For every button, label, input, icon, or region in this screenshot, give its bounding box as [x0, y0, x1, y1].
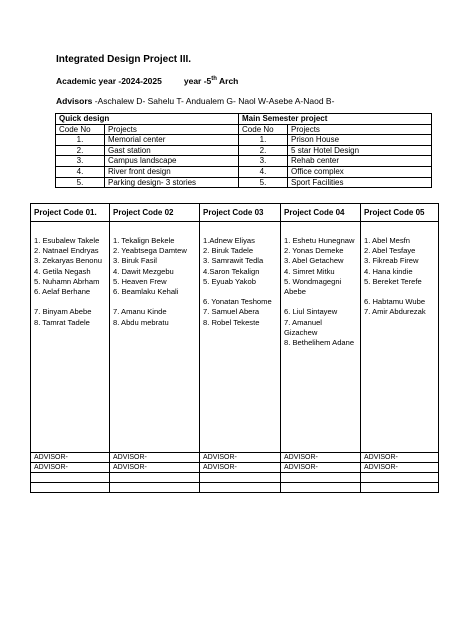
member-name: 3. Biruk Fasil	[113, 256, 157, 266]
advisor-group-01: ADVISOR-	[31, 453, 110, 463]
member-name: 7. Amir Abdurezak	[364, 307, 426, 317]
table-row: 5. Parking design- 3 stories 5. Sport Facilities	[56, 177, 432, 188]
member-name: 3. Fikreab Firew	[364, 256, 419, 266]
members-group-03	[200, 222, 281, 453]
member-name: 5. Heaven Frew	[113, 276, 167, 286]
members-group-04	[281, 222, 361, 453]
project-code-02: Project Code 02	[110, 204, 200, 222]
academic-year: Academic year -2024-2025	[56, 76, 162, 86]
table-row: 1. Memorial center 1. Prison House	[56, 135, 432, 146]
project-list-table	[55, 113, 432, 188]
document-title: Integrated Design Project III.	[56, 54, 192, 65]
table-row: 3. Campus landscape 3. Rehab center	[56, 156, 432, 167]
member-name: 8. Abdu mebratu	[113, 317, 169, 327]
member-name: 8. Tamrat Tadele	[34, 317, 90, 327]
member-name: 6. Beamlaku Kehali	[113, 286, 179, 296]
member-name: 5. Wondmagegni	[284, 276, 342, 286]
member-name: 1.Adnew Eliyas	[203, 236, 255, 245]
member-name: 2. Abel Tesfaye	[364, 246, 416, 256]
list-spacer	[113, 297, 199, 307]
member-name: 1. Esubalew Takele	[34, 236, 100, 245]
members-group-01	[31, 222, 110, 453]
member-name: 4. Getila Negash	[34, 266, 91, 276]
member-name: 4. Simret Mitku	[284, 266, 335, 276]
member-name: 8. Bethelihem Adane	[284, 337, 355, 347]
group-header-row	[31, 204, 439, 222]
member-name: 4. Hana kindie	[364, 266, 413, 276]
list-spacer	[364, 287, 438, 297]
member-name: 4.Saron Tekalign	[203, 266, 260, 276]
main-semester-heading: Main Semester project	[239, 114, 432, 125]
list-spacer	[284, 297, 360, 307]
member-name: Gizachew	[284, 327, 318, 337]
advisor-group-05: ADVISOR-	[361, 453, 439, 463]
member-name: 6. Aelaf Berhane	[34, 286, 91, 296]
project-code-01: Project Code 01.	[31, 204, 110, 222]
table-column-row	[56, 124, 432, 135]
member-name: 7. Amanuel	[284, 317, 322, 327]
member-name: 5. Nuhamn Abrham	[34, 276, 100, 286]
project-code-03: Project Code 03	[200, 204, 281, 222]
member-name: 6. Liul Sintayew	[284, 307, 338, 317]
member-name: 4. Dawit Mezgebu	[113, 266, 174, 276]
member-name: 3. Abel Getachew	[284, 256, 344, 266]
member-name: 3. Samrawit Tedla	[203, 256, 264, 266]
member-name: 7. Binyam Abebe	[34, 307, 92, 317]
group-members-row	[31, 222, 439, 453]
member-name: 2. Yeabtsega Damtew	[113, 246, 187, 256]
advisor-group-02: ADVISOR-	[110, 453, 200, 463]
col-code-left: Code No	[56, 124, 105, 135]
advisor-group-04: ADVISOR-	[281, 453, 361, 463]
project-code-04: Project Code 04	[281, 204, 361, 222]
col-projects-left: Projects	[105, 124, 239, 135]
col-projects-right: Projects	[288, 124, 432, 135]
member-name: 1. Tekalign Bekele	[113, 236, 175, 245]
year-level: year -5th Arch	[183, 76, 239, 86]
table-row: 2. Gast station 2. 5 star Hotel Design	[56, 145, 432, 156]
advisor-group-03: ADVISOR-	[200, 453, 281, 463]
advisors-label: Advisors	[56, 96, 93, 106]
list-spacer	[34, 297, 109, 307]
advisors-line	[56, 96, 334, 106]
members-group-02	[110, 222, 200, 453]
empty-row	[31, 483, 439, 493]
member-name: 8. Robel Tekeste	[203, 317, 260, 327]
member-name: 7. Samuel Abera	[203, 307, 260, 317]
member-name: 7. Amanu Kinde	[113, 307, 167, 317]
academic-year-line	[56, 76, 238, 86]
quick-design-heading: Quick design	[56, 114, 239, 125]
member-name: 5. Bereket Terefe	[364, 276, 422, 286]
member-name: Abebe	[284, 286, 306, 296]
members-group-05	[361, 222, 439, 453]
member-name: 5. Eyuab Yakob	[203, 276, 256, 286]
group-assignment-table	[30, 203, 439, 493]
project-code-05: Project Code 05	[361, 204, 439, 222]
advisor-row	[31, 453, 439, 463]
member-name: 1. Abel Mesfn	[364, 236, 411, 245]
member-name: 2. Natnael Endryas	[34, 246, 99, 256]
member-name: 6. Yonatan Teshome	[203, 297, 272, 307]
member-name: 3. Zekaryas Benonu	[34, 256, 102, 266]
advisor-row: ADVISOR- ADVISOR- ADVISOR- ADVISOR- ADVISOR-	[31, 463, 439, 473]
table-header-row	[56, 114, 432, 125]
list-spacer	[203, 287, 280, 297]
empty-row	[31, 473, 439, 483]
member-name: 2. Biruk Tadele	[203, 246, 254, 256]
member-name: 2. Yonas Demeke	[284, 246, 344, 256]
member-name: 6. Habtamu Wube	[364, 297, 426, 307]
advisors-names: -Aschalew D- Sahelu T- Andualem G- Naol W-Asebe A-Naod B-	[92, 96, 335, 106]
member-name: 1. Eshetu Hunegnaw	[284, 236, 355, 245]
table-row: 4. River front design 4. Office complex	[56, 166, 432, 177]
col-code-right: Code No	[239, 124, 288, 135]
